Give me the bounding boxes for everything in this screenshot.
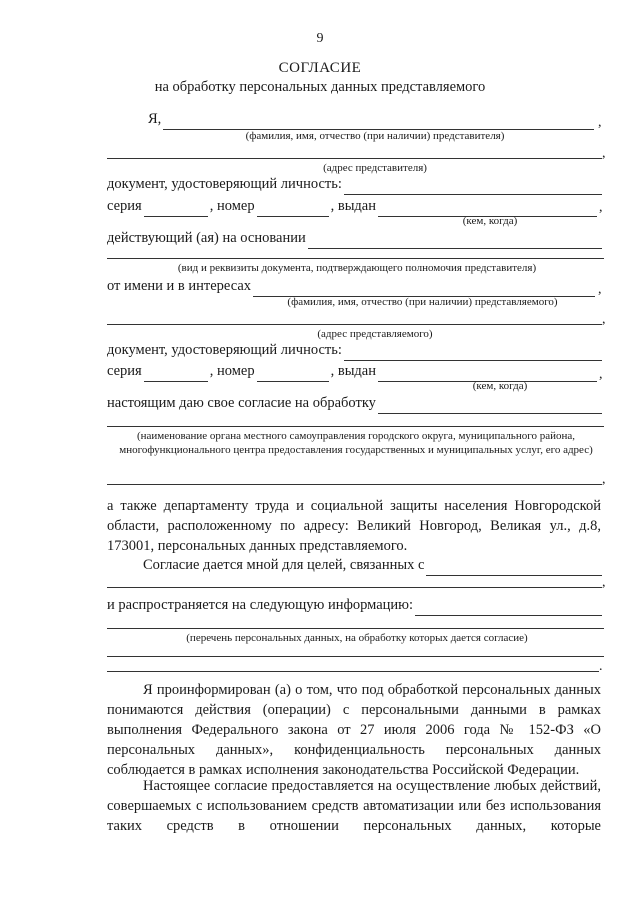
- data-list-field-line-3[interactable]: [107, 671, 599, 672]
- id-doc-field-2[interactable]: [344, 346, 602, 361]
- acting-label: действующий (ая) на основании: [107, 230, 306, 247]
- comma: ,: [602, 146, 606, 161]
- data-list-field-line-2[interactable]: [107, 656, 604, 657]
- document-subtitle: на обработку персональных данных представляемого: [154, 79, 486, 95]
- purposes-field-line[interactable]: [107, 587, 602, 588]
- id-doc-label: документ, удостоверяющий личность:: [107, 176, 342, 193]
- authority-field-line[interactable]: [107, 258, 604, 259]
- rep-name-row: [148, 110, 596, 130]
- i-label: Я,: [148, 111, 162, 128]
- id-doc-label-2: документ, удостоверяющий личность:: [107, 342, 342, 359]
- comma: ,: [599, 200, 603, 215]
- organ-field-line[interactable]: [107, 426, 604, 427]
- organ-caption: (наименование органа местного самоуправления городского округа, муниципального района, многофункционального центра предоставления государственных и муниципальных услуг, его адрес): [119, 430, 593, 456]
- authority-field[interactable]: [308, 234, 602, 249]
- series-label-2: серия: [107, 363, 142, 380]
- series-row: [107, 197, 599, 217]
- comma: ,: [602, 575, 606, 590]
- number-field[interactable]: [257, 202, 329, 217]
- rep-name-field[interactable]: [163, 115, 594, 130]
- principal-address-caption: (адрес представляемого): [317, 328, 433, 340]
- department-paragraph: а также департаменту труда и социальной защиты населения Новгородской области, расположенному по адресу: Великий Новгород, Великая ул., д.8, 173001, персональных данных представляемого.: [107, 498, 601, 554]
- rep-name-caption: (фамилия, имя, отчество (при наличии) представителя): [245, 130, 505, 142]
- data-list-caption: (перечень персональных данных, на обработку которых дается согласие): [186, 632, 528, 644]
- informed-paragraph: Я проинформирован (а) о том, что под обработкой персональных данных понимаются действия (операции) с персональными данными в рамках выполнения Федерального закона от 27 июля 2006 года № 152-ФЗ «О персональных данных», конфиденциальность персональных данных соблюдается в рамках исполнения законодательства Российской Федерации.: [107, 682, 601, 778]
- principal-address-field[interactable]: [107, 324, 602, 325]
- purposes-row: [143, 556, 604, 576]
- on-behalf-label: от имени и в интересах: [107, 278, 252, 295]
- series-field[interactable]: [144, 202, 208, 217]
- series-label: серия: [107, 198, 142, 215]
- organ-field[interactable]: [378, 399, 602, 414]
- extends-row: [107, 596, 604, 616]
- purposes-label: Согласие дается мной для целей, связанных с: [143, 557, 425, 574]
- principal-name-caption: (фамилия, имя, отчество (при наличии) представляемого): [287, 296, 558, 308]
- number-field-2[interactable]: [257, 367, 329, 382]
- acting-row: [107, 229, 604, 249]
- issued-label-2: , выдан: [330, 363, 377, 380]
- comma: ,: [602, 312, 606, 327]
- rep-address-caption: (адрес представителя): [323, 162, 427, 174]
- issued-label: , выдан: [330, 198, 377, 215]
- id-doc-row-2: [107, 341, 604, 361]
- id-doc-field[interactable]: [344, 180, 602, 195]
- period: .: [599, 659, 603, 674]
- page-number: 9: [316, 31, 324, 46]
- comma: ,: [599, 367, 603, 382]
- issued-caption: (кем, когда): [462, 215, 518, 227]
- extends-label: и распространяется на следующую информацию:: [107, 597, 414, 614]
- on-behalf-row: [107, 277, 597, 297]
- principal-name-field[interactable]: [253, 282, 595, 297]
- number-label: , номер: [209, 198, 255, 215]
- series-field-2[interactable]: [144, 367, 208, 382]
- comma: ,: [598, 115, 602, 130]
- series-row-2: [107, 362, 599, 382]
- consent-row: [107, 394, 604, 414]
- document-title: СОГЛАСИЕ: [278, 60, 362, 76]
- id-doc-row: [107, 175, 604, 195]
- consent-label: настоящим даю свое согласие на обработку: [107, 395, 376, 412]
- authority-caption: (вид и реквизиты документа, подтверждающего полномочия представителя): [177, 262, 537, 274]
- comma: ,: [598, 282, 602, 297]
- comma: ,: [602, 472, 606, 487]
- issued-caption-2: (кем, когда): [472, 380, 528, 392]
- consent-provided-paragraph: Настоящее согласие предоставляется на осуществление любых действий, совершаемых с использованием средств автоматизации или без использования таких средств в отношении персональных данных, которые: [107, 778, 601, 834]
- rep-address-field[interactable]: [107, 158, 602, 159]
- organ-field-line-2[interactable]: [107, 484, 602, 485]
- number-label-2: , номер: [209, 363, 255, 380]
- data-list-field[interactable]: [415, 601, 602, 616]
- purposes-field[interactable]: [426, 561, 602, 576]
- data-list-field-line[interactable]: [107, 628, 604, 629]
